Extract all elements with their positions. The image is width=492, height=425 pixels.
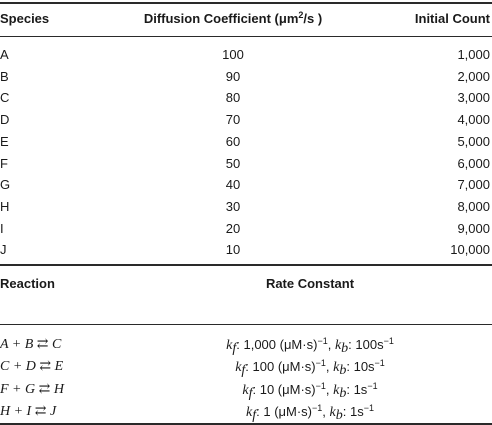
rate-separator: ,: [325, 359, 334, 375]
cell-diffusion: 40: [225, 177, 241, 193]
table2-row: [0, 402, 492, 422]
header-diffusion-coefficient: [133, 9, 333, 29]
rate-separator: ,: [322, 403, 330, 419]
header-species: Species: [0, 11, 50, 26]
header-diffusion-text: Diffusion Coefficient (μm: [143, 11, 299, 26]
table1-row: [0, 197, 492, 217]
header-initial-count: Initial Count: [414, 11, 490, 26]
cell-rate-constant: [150, 402, 470, 423]
table1-row: [0, 219, 492, 239]
cell-species: E: [0, 133, 9, 149]
kb-exponent: −1: [383, 336, 394, 346]
cell-species: C: [0, 90, 10, 106]
table1-row: [0, 240, 492, 260]
cell-diffusion: 60: [225, 133, 241, 149]
cell-count: 5,000: [457, 133, 490, 149]
table2-row: [0, 380, 492, 400]
cell-diffusion: 80: [225, 90, 241, 106]
kf-label: k: [235, 360, 242, 376]
kf-value: : 1 (μM·s): [256, 403, 313, 419]
cell-reaction: F + G ⇄ H: [0, 381, 64, 397]
table1-row: [0, 132, 492, 152]
kf-exponent: −1: [317, 336, 328, 346]
cell-species: H: [0, 198, 10, 214]
cell-species: I: [0, 220, 4, 236]
table2-header-rule: [0, 324, 492, 325]
cell-rate-constant: [150, 335, 470, 356]
kf-subscript: f: [252, 407, 257, 423]
kb-label: k: [329, 404, 336, 420]
cell-count: 4,000: [457, 112, 490, 128]
kb-exponent: −1: [367, 380, 378, 391]
cell-diffusion: 70: [225, 112, 241, 128]
kf-value: : 100 (μM·s): [245, 359, 316, 375]
cell-rate-constant: [150, 357, 470, 378]
table1-row: [0, 88, 492, 108]
cell-species: A: [0, 47, 9, 62]
table2-row: [0, 335, 492, 355]
table1-row: [0, 45, 492, 65]
cell-diffusion: 30: [225, 198, 241, 214]
table1-row: [0, 154, 492, 174]
cell-count: 10,000: [450, 242, 490, 258]
cell-species: B: [0, 68, 9, 84]
kb-subscript: b: [339, 363, 347, 379]
kb-value: : 10s: [346, 359, 375, 375]
cell-count: 8,000: [457, 198, 490, 214]
kb-label: k: [334, 338, 342, 353]
kb-value: : 100s: [348, 337, 384, 352]
rate-separator: ,: [325, 381, 334, 397]
kb-label: k: [333, 360, 340, 376]
cell-diffusion: 20: [225, 220, 241, 236]
cell-count: 9,000: [457, 220, 490, 236]
cell-reaction: C + D ⇄ E: [0, 359, 64, 375]
cell-diffusion: 100: [222, 47, 244, 62]
kf-label: k: [246, 404, 253, 420]
table2-header-row: [0, 274, 492, 294]
cell-count: 7,000: [457, 177, 490, 193]
cell-rate-constant: [150, 380, 470, 401]
table1-header-row: [0, 9, 492, 29]
cell-count: 2,000: [457, 68, 490, 84]
cell-species: D: [0, 112, 10, 128]
table1-row: [0, 175, 492, 195]
cell-diffusion: 90: [225, 68, 241, 84]
cell-species: J: [0, 242, 7, 258]
kf-exponent: −1: [312, 402, 323, 413]
kf-exponent: −1: [315, 380, 326, 391]
cell-count: 1,000: [457, 47, 490, 62]
cell-count: 6,000: [457, 155, 490, 171]
kf-label: k: [226, 338, 233, 353]
cell-species: G: [0, 177, 11, 193]
header-reaction: Reaction: [0, 276, 55, 291]
table1-top-rule: [0, 2, 492, 4]
kb-exponent: −1: [374, 358, 385, 369]
kb-value: : 1s: [342, 403, 364, 419]
kf-value: : 1,000 (μM·s): [236, 337, 318, 352]
header-diffusion-tail: /s ): [303, 11, 323, 26]
kf-subscript: f: [248, 385, 253, 401]
cell-species: F: [0, 155, 8, 171]
table1-header-rule: [0, 36, 492, 37]
cell-reaction: H + I ⇄ J: [0, 403, 57, 419]
kf-subscript: f: [241, 363, 246, 379]
kb-exponent: −1: [363, 402, 374, 413]
header-diffusion-superscript: 2: [298, 10, 304, 20]
kb-value: : 1s: [346, 381, 368, 397]
kf-subscript: f: [232, 341, 237, 356]
table1-row: [0, 67, 492, 87]
table1-row: [0, 110, 492, 130]
table1-bottom-rule: [0, 264, 492, 266]
kb-subscript: b: [335, 407, 343, 423]
header-rate-constant: Rate Constant: [265, 276, 355, 291]
kf-exponent: −1: [315, 358, 326, 369]
cell-reaction: A + B ⇄ C: [0, 337, 62, 352]
table2-row: [0, 357, 492, 377]
cell-count: 3,000: [457, 90, 490, 106]
kb-subscript: b: [339, 385, 347, 401]
kf-value: : 10 (μM·s): [252, 381, 316, 397]
rate-separator: ,: [327, 337, 335, 352]
kb-label: k: [333, 382, 340, 398]
kb-subscript: b: [341, 341, 349, 356]
kf-label: k: [242, 382, 249, 398]
cell-diffusion: 50: [225, 155, 241, 171]
cell-diffusion: 10: [225, 242, 241, 258]
